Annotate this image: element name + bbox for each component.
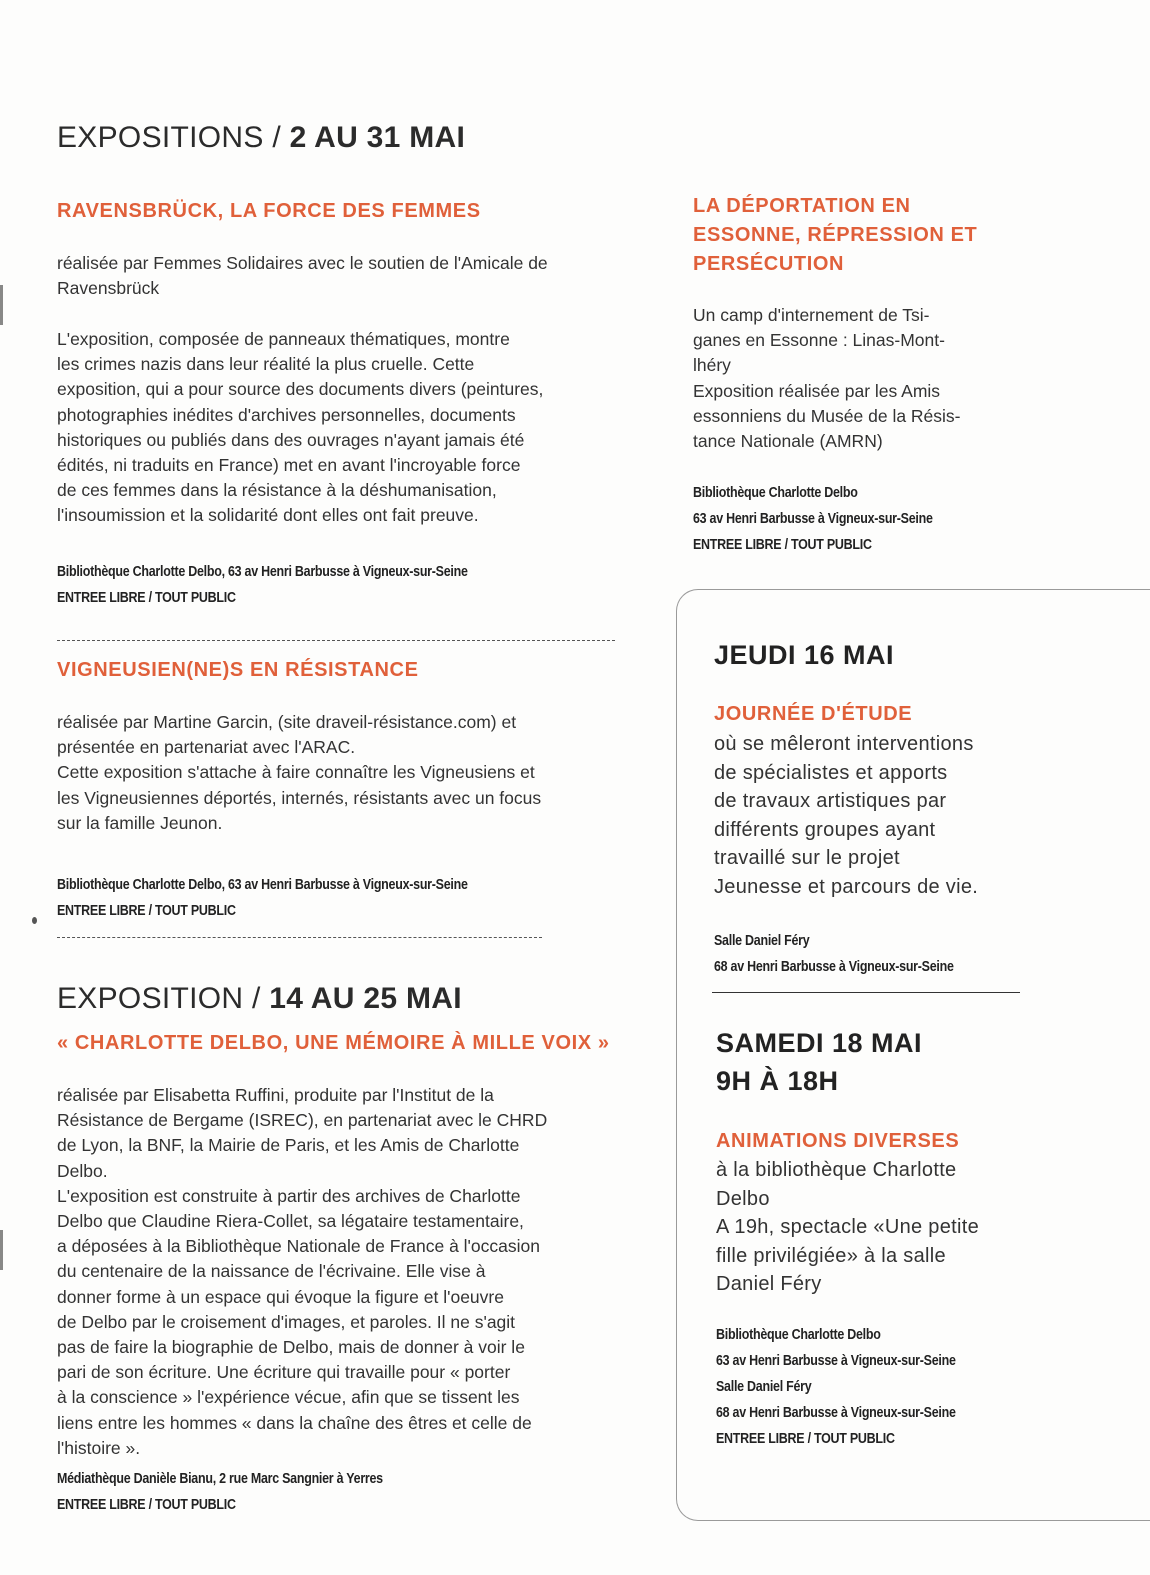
exhibit-venue: Médiathèque Danièle Bianu, 2 rue Marc Sangnier à Yerres ENTREE LIBRE / TOUT PUBLIC	[57, 1471, 383, 1513]
event-date: SAMEDI 18 MAI 9H À 18H	[716, 1028, 923, 1096]
divider	[57, 640, 615, 641]
exhibit-description: L'exposition, composée de panneaux thématiques, montre les crimes nazis dans leur réalité la plus cruelle. Cette exposition, qui a pour source des documents divers (peintures, photographies inédites d'archives personnelles, documents historiques ou publiés dans des ouvrages n'ayant jamais été édités, ni traduits en France) met en avant l'incroyable force de ces femmes dans la résistance à la déshumanisation, l'insoumission et la solidarité dont elles ont fait preuve.	[57, 329, 544, 526]
event-description: à la bibliothèque Charlotte Delbo A 19h, spectacle «Une petite fille privilégiée» à la salle Daniel Féry	[716, 1159, 980, 1295]
exhibit-venue: Bibliothèque Charlotte Delbo, 63 av Henri Barbusse à Vigneux-sur-Seine ENTREE LIBRE / TOUT PUBLIC	[57, 877, 468, 919]
exhibit-title-deportation: LA DÉPORTATION EN ESSONNE, RÉPRESSION ET PERSÉCUTION	[693, 195, 978, 275]
heading-dates: 2 AU 31 MAI	[289, 121, 466, 154]
heading-dates: 14 AU 25 MAI	[269, 982, 462, 1015]
exhibit-venue: Bibliothèque Charlotte Delbo 63 av Henri Barbusse à Vigneux-sur-Seine ENTREE LIBRE / TOUT PUBLIC	[693, 485, 933, 553]
event-title-animations: ANIMATIONS DIVERSES	[716, 1130, 960, 1152]
event-title-journee-etude: JOURNÉE D'ÉTUDE	[714, 703, 913, 725]
scan-edge-mark	[0, 285, 3, 325]
heading-prefix: EXPOSITION /	[57, 982, 270, 1015]
exhibit-title-vigneusiens: VIGNEUSIEN(NE)S EN RÉSISTANCE	[57, 659, 419, 681]
event-venue: Bibliothèque Charlotte Delbo 63 av Henri Barbusse à Vigneux-sur-Seine Salle Daniel Féry 68 av Henri Barbusse à Vigneux-sur-Seine ENTREE LIBRE / TOUT PUBLIC	[716, 1327, 956, 1447]
divider	[57, 937, 542, 938]
section-heading-exposition	[57, 982, 462, 1016]
event-date: JEUDI 16 MAI	[714, 640, 895, 670]
exhibit-description: Un camp d'internement de Tsi- ganes en Essonne : Linas-Mont- lhéry Exposition réalisée par les Amis essonniens du Musée de la Résis- tance Nationale (AMRN)	[693, 305, 961, 452]
exhibit-venue: Bibliothèque Charlotte Delbo, 63 av Henri Barbusse à Vigneux-sur-Seine ENTREE LIBRE / TOUT PUBLIC	[57, 564, 468, 606]
scan-edge-mark	[0, 1230, 3, 1270]
divider	[712, 992, 1020, 993]
exhibit-intro: réalisée par Femmes Solidaires avec le soutien de l'Amicale de Ravensbrück	[57, 253, 548, 299]
section-heading-expositions	[57, 121, 465, 155]
exhibit-title-delbo: « CHARLOTTE DELBO, UNE MÉMOIRE À MILLE VOIX »	[57, 1032, 610, 1054]
exhibit-title-ravensbruck: RAVENSBRÜCK, LA FORCE DES FEMMES	[57, 200, 481, 222]
exhibit-description: réalisée par Elisabetta Ruffini, produite par l'Institut de la Résistance de Bergame (ISREC), en partenariat avec le CHRD de Lyon, la BNF, la Mairie de Paris, et les Amis de Charlotte Delbo. L'exposition est construite à partir des archives de Charlotte Delbo que Claudine Riera-Collet, sa légataire testamentaire, a déposées à la Bibliothèque Nationale de France à l'occasion du centenaire de la naissance de l'écrivaine. Elle vise à donner forme à un espace qui évoque la figure et l'oeuvre de Delbo par le croisement d'images, et paroles. Il ne s'agit pas de faire la biographie de Delbo, mais de donner à voir le pari de son écriture. Une écriture qui travaille pour « porter à la conscience » l'expérience vécue, afin que se tissent les liens entre les hommes « dans la chaîne des êtres et celle de l'histoire ».	[57, 1085, 548, 1458]
event-description: où se mêleront interventions de spécialistes et apports de travaux artistiques par différents groupes ayant travaillé sur le projet Jeunesse et parcours de vie.	[714, 733, 979, 898]
event-venue: Salle Daniel Féry 68 av Henri Barbusse à Vigneux-sur-Seine	[714, 933, 954, 975]
heading-prefix: EXPOSITIONS /	[57, 121, 290, 154]
scan-edge-mark	[32, 917, 37, 924]
exhibit-description: réalisée par Martine Garcin, (site draveil-résistance.com) et présentée en partenariat avec l'ARAC. Cette exposition s'attache à faire connaître les Vigneusiens et les Vigneusiennes déportés, internés, résistants avec un focus sur la famille Jeunon.	[57, 712, 542, 833]
